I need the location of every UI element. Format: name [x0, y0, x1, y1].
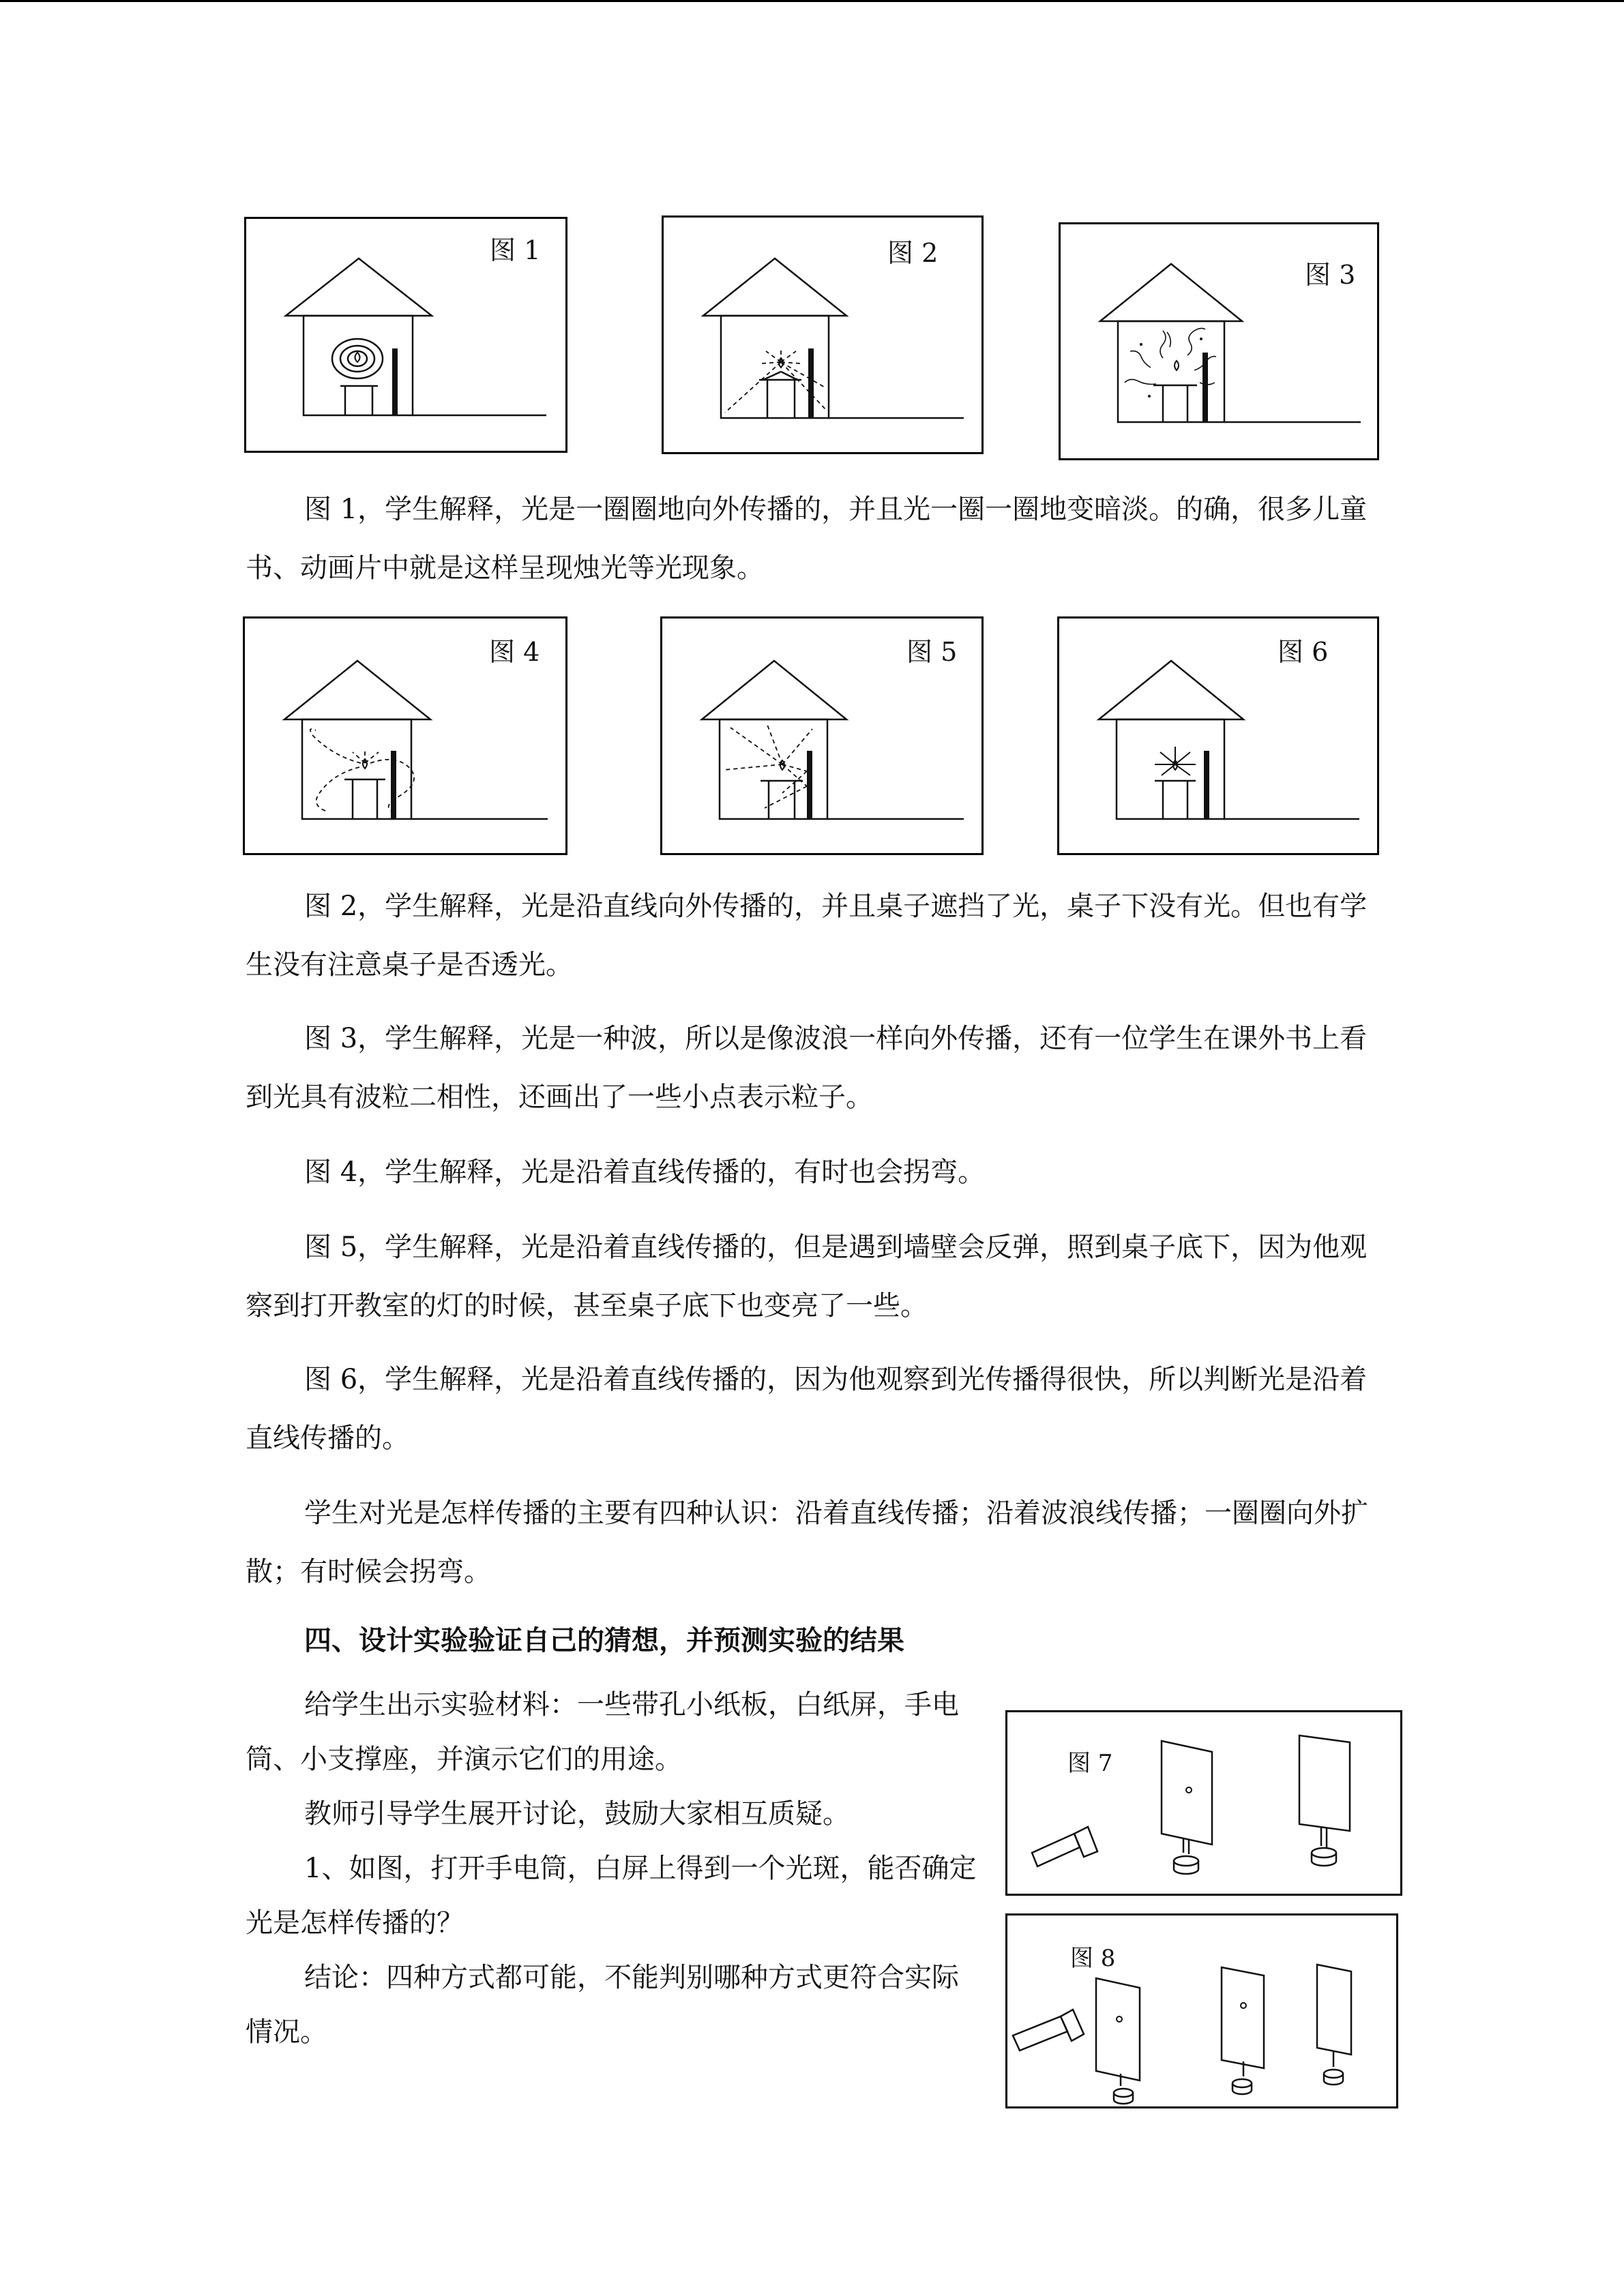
figure-6 [1057, 616, 1379, 855]
paragraph-figure-2-explanation: 图 2，学生解释，光是沿直线向外传播的，并且桌子遮挡了光，桌子下没有光。但也有学生没有注意桌子是否透光。 [246, 891, 1368, 981]
figure-8-label: 图 8 [1070, 1945, 1116, 1972]
paragraph-figure-1-explanation: 图 1，学生解释，光是一圈圈地向外传播的，并且光一圈一圈地变暗淡。的确，很多儿童书、动画片中就是这样呈现烛光等光现象。 [246, 494, 1368, 584]
paragraph-figure-3-explanation: 图 3，学生解释，光是一种波，所以是像波浪一样向外传播，还有一位学生在课外书上看到光具有波粒二相性，还画出了一些小点表示粒子。 [246, 1023, 1368, 1113]
figure-2-label: 图 2 [887, 238, 939, 268]
paragraph-conclusion: 结论：四种方式都可能，不能判别哪种方式更符合实际情况。 [246, 1962, 959, 2048]
figure-7 [1005, 1710, 1402, 1896]
paragraph-materials: 给学生出示实验材料：一些带孔小纸板，白纸屏，手电筒、小支撑座，并演示它们的用途。 [246, 1689, 959, 1775]
figure-2 [662, 215, 984, 454]
page-top-border [0, 0, 1624, 2]
paragraph-summary: 学生对光是怎样传播的主要有四种认识：沿着直线传播；沿着波浪线传播；一圈圈向外扩散；有时候会拐弯。 [246, 1497, 1368, 1587]
figure-4 [243, 616, 567, 855]
paragraph-question-1: 1、如图，打开手电筒，白屏上得到一个光斑，能否确定光是怎样传播的？ [246, 1853, 977, 1939]
figure-5-label: 图 5 [906, 637, 958, 667]
paragraph-figure-4-explanation: 图 4，学生解释，光是沿着直线传播的，有时也会拐弯。 [304, 1157, 986, 1188]
section-heading: 四、设计实验验证自己的猜想，并预测实验的结果 [304, 1624, 904, 1656]
paragraph-discussion: 教师引导学生展开讨论，鼓励大家相互质疑。 [304, 1798, 850, 1830]
figure-3-label: 图 3 [1305, 260, 1356, 290]
figure-6-label: 图 6 [1278, 637, 1329, 667]
figure-7-label: 图 7 [1067, 1750, 1113, 1777]
figure-3 [1059, 222, 1379, 460]
paragraph-figure-5-explanation: 图 5，学生解释，光是沿着直线传播的，但是遇到墙壁会反弹，照到桌子底下，因为他观察到打开教室的灯的时候，甚至桌子底下也变亮了一些。 [246, 1232, 1368, 1322]
paragraph-figure-6-explanation: 图 6，学生解释，光是沿着直线传播的，因为他观察到光传播得很快，所以判断光是沿着直线传播的。 [246, 1364, 1368, 1454]
figure-4-label: 图 4 [489, 637, 540, 667]
figure-1 [244, 217, 567, 453]
figure-5 [660, 616, 984, 855]
figure-1-label: 图 1 [490, 235, 541, 265]
figure-7-drawing [1007, 1712, 1404, 1898]
figure-6-drawing [1059, 618, 1381, 857]
figure-8-drawing [1007, 1915, 1400, 2111]
figure-8 [1005, 1913, 1398, 2108]
